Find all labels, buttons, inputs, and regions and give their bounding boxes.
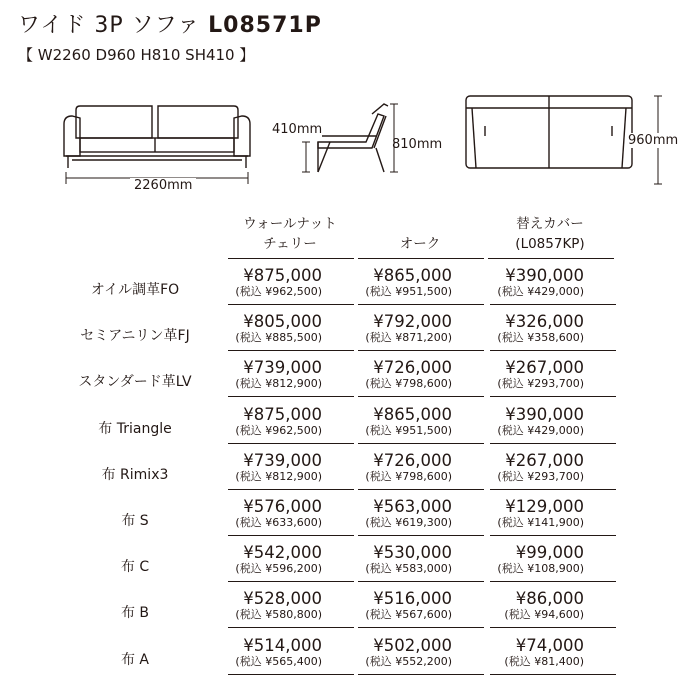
price-cell bbox=[182, 358, 322, 391]
price-value: ¥129,000 bbox=[505, 497, 584, 516]
price-cell bbox=[444, 451, 584, 484]
row-rule bbox=[358, 396, 484, 397]
row-label: 布 C bbox=[120, 559, 150, 576]
row-rule bbox=[490, 535, 616, 536]
price-cell bbox=[444, 358, 584, 391]
price-cell bbox=[444, 543, 584, 576]
price-value: ¥726,000 bbox=[373, 358, 452, 378]
column-header-line2: オーク bbox=[399, 236, 441, 252]
column-header-line2: チェリー bbox=[263, 236, 317, 252]
price-value: ¥390,000 bbox=[505, 404, 584, 424]
price-value: ¥739,000 bbox=[243, 450, 322, 470]
sofa-front-view bbox=[0, 86, 700, 196]
row-rule bbox=[358, 674, 484, 675]
tax-inclusive-price: (税込 ¥798,600) bbox=[365, 469, 452, 483]
price-value: ¥726,000 bbox=[373, 450, 452, 470]
row-rule bbox=[228, 674, 354, 675]
header-rule bbox=[358, 258, 484, 259]
row-rule bbox=[358, 581, 484, 582]
price-cell bbox=[182, 543, 322, 576]
price-value: ¥528,000 bbox=[243, 589, 322, 609]
price-value: ¥530,000 bbox=[373, 543, 452, 563]
price-cell bbox=[312, 266, 452, 299]
column-header-line2: (L0857KP) bbox=[515, 236, 585, 252]
row-rule bbox=[228, 489, 354, 490]
tax-inclusive-price: (税込 ¥565,400) bbox=[235, 654, 322, 668]
row-rule bbox=[358, 304, 484, 305]
price-value: ¥739,000 bbox=[243, 358, 322, 378]
row-label: 布 Triangle bbox=[98, 420, 172, 437]
price-cell bbox=[312, 636, 452, 669]
row-rule bbox=[490, 489, 616, 490]
price-cell bbox=[312, 451, 452, 484]
header-rule bbox=[228, 258, 354, 259]
tax-inclusive-price: (税込 ¥94,600) bbox=[504, 608, 584, 622]
row-label: 布 B bbox=[120, 605, 150, 622]
price-value: ¥267,000 bbox=[505, 358, 584, 378]
tax-inclusive-price: (税込 ¥567,600) bbox=[365, 608, 452, 622]
tax-inclusive-price: (税込 ¥871,200) bbox=[365, 331, 452, 345]
tax-inclusive-price: (税込 ¥358,600) bbox=[497, 331, 584, 345]
column-header-line1: ウォールナット bbox=[243, 216, 337, 232]
row-rule bbox=[490, 581, 616, 582]
tax-inclusive-price: (税込 ¥633,600) bbox=[235, 516, 322, 529]
row-rule bbox=[228, 350, 354, 351]
row-label: セミアニリン革FJ bbox=[80, 328, 190, 345]
tax-inclusive-price: (税込 ¥812,900) bbox=[235, 469, 322, 483]
model-number: L08571P bbox=[208, 13, 322, 38]
dimension-drawings bbox=[0, 86, 700, 196]
width-label: 2260mm bbox=[130, 178, 196, 193]
price-value: ¥390,000 bbox=[505, 266, 584, 285]
price-cell bbox=[444, 497, 584, 530]
tax-inclusive-price: (税込 ¥619,300) bbox=[365, 516, 452, 529]
price-value: ¥576,000 bbox=[243, 497, 322, 516]
price-value: ¥326,000 bbox=[505, 312, 584, 332]
row-label: 布 A bbox=[120, 651, 150, 668]
price-value: ¥99,000 bbox=[515, 543, 584, 563]
row-rule bbox=[228, 581, 354, 582]
price-cell bbox=[444, 589, 584, 622]
price-value: ¥865,000 bbox=[373, 404, 452, 424]
price-cell bbox=[182, 589, 322, 622]
price-cell bbox=[182, 497, 322, 530]
row-label: 布 S bbox=[121, 513, 149, 529]
price-cell bbox=[182, 636, 322, 669]
price-cell bbox=[312, 405, 452, 438]
column-header-line1: 替えカバー bbox=[516, 216, 584, 232]
row-rule bbox=[358, 443, 484, 444]
row-label: オイル調革FO bbox=[90, 282, 180, 298]
row-rule bbox=[490, 627, 616, 628]
tax-inclusive-price: (税込 ¥951,500) bbox=[365, 423, 452, 437]
row-rule bbox=[490, 350, 616, 351]
page-title bbox=[18, 8, 322, 39]
tax-inclusive-price: (税込 ¥293,700) bbox=[497, 469, 584, 483]
price-value: ¥875,000 bbox=[243, 404, 322, 424]
row-rule bbox=[228, 443, 354, 444]
price-value: ¥74,000 bbox=[515, 635, 584, 655]
column-header-cover bbox=[490, 214, 610, 254]
row-rule bbox=[490, 674, 616, 675]
tax-inclusive-price: (税込 ¥108,900) bbox=[497, 562, 584, 576]
spec-dimensions: 【 W2260 D960 H810 SH410 】 bbox=[18, 46, 255, 64]
price-cell bbox=[312, 358, 452, 391]
price-cell bbox=[444, 405, 584, 438]
price-value: ¥516,000 bbox=[373, 589, 452, 609]
tax-inclusive-price: (税込 ¥580,800) bbox=[235, 608, 322, 622]
tax-inclusive-price: (税込 ¥552,200) bbox=[365, 654, 452, 668]
price-cell bbox=[182, 312, 322, 345]
row-rule bbox=[358, 627, 484, 628]
price-cell bbox=[312, 312, 452, 345]
row-label: 布 Rimix3 bbox=[101, 466, 169, 483]
tax-inclusive-price: (税込 ¥812,900) bbox=[235, 377, 322, 391]
price-value: ¥805,000 bbox=[243, 312, 322, 332]
tax-inclusive-price: (税込 ¥962,500) bbox=[235, 285, 322, 298]
product-name: ワイド 3P ソファ bbox=[18, 13, 201, 38]
column-header-line1 bbox=[360, 214, 480, 234]
column-header-oak bbox=[360, 214, 480, 254]
tax-inclusive-price: (税込 ¥583,000) bbox=[365, 562, 452, 576]
tax-inclusive-price: (税込 ¥962,500) bbox=[235, 423, 322, 437]
price-value: ¥792,000 bbox=[373, 312, 452, 332]
tax-inclusive-price: (税込 ¥798,600) bbox=[365, 377, 452, 391]
tax-inclusive-price: (税込 ¥141,900) bbox=[497, 516, 584, 529]
tax-inclusive-price: (税込 ¥951,500) bbox=[365, 285, 452, 298]
tax-inclusive-price: (税込 ¥429,000) bbox=[497, 423, 584, 437]
tax-inclusive-price: (税込 ¥293,700) bbox=[497, 377, 584, 391]
price-cell bbox=[182, 405, 322, 438]
row-rule bbox=[358, 535, 484, 536]
price-value: ¥267,000 bbox=[505, 450, 584, 470]
tax-inclusive-price: (税込 ¥885,500) bbox=[235, 331, 322, 345]
price-value: ¥563,000 bbox=[373, 497, 452, 516]
price-cell bbox=[444, 266, 584, 299]
row-rule bbox=[228, 304, 354, 305]
price-value: ¥86,000 bbox=[515, 589, 584, 609]
row-rule bbox=[490, 396, 616, 397]
price-cell bbox=[182, 451, 322, 484]
tax-inclusive-price: (税込 ¥81,400) bbox=[504, 654, 584, 668]
price-cell bbox=[312, 543, 452, 576]
price-cell bbox=[444, 636, 584, 669]
depth-label: 960mm bbox=[628, 133, 679, 148]
row-rule bbox=[358, 350, 484, 351]
row-rule bbox=[228, 396, 354, 397]
row-label: スタンダード革LV bbox=[78, 374, 192, 391]
seat-height-label: 410mm bbox=[272, 122, 323, 137]
height-label: 810mm bbox=[392, 137, 443, 152]
row-rule bbox=[228, 627, 354, 628]
price-value: ¥514,000 bbox=[243, 635, 322, 655]
price-cell bbox=[444, 312, 584, 345]
price-cell bbox=[182, 266, 322, 299]
row-rule bbox=[490, 304, 616, 305]
price-value: ¥875,000 bbox=[243, 266, 322, 285]
header-rule bbox=[488, 258, 614, 259]
row-rule bbox=[228, 535, 354, 536]
tax-inclusive-price: (税込 ¥429,000) bbox=[497, 285, 584, 298]
tax-inclusive-price: (税込 ¥596,200) bbox=[235, 562, 322, 576]
price-value: ¥865,000 bbox=[373, 266, 452, 285]
price-cell bbox=[312, 497, 452, 530]
row-rule bbox=[490, 443, 616, 444]
price-value: ¥542,000 bbox=[243, 543, 322, 563]
column-header-walnut-cherry bbox=[230, 214, 350, 254]
row-rule bbox=[358, 489, 484, 490]
price-cell bbox=[312, 589, 452, 622]
price-value: ¥502,000 bbox=[373, 635, 452, 655]
